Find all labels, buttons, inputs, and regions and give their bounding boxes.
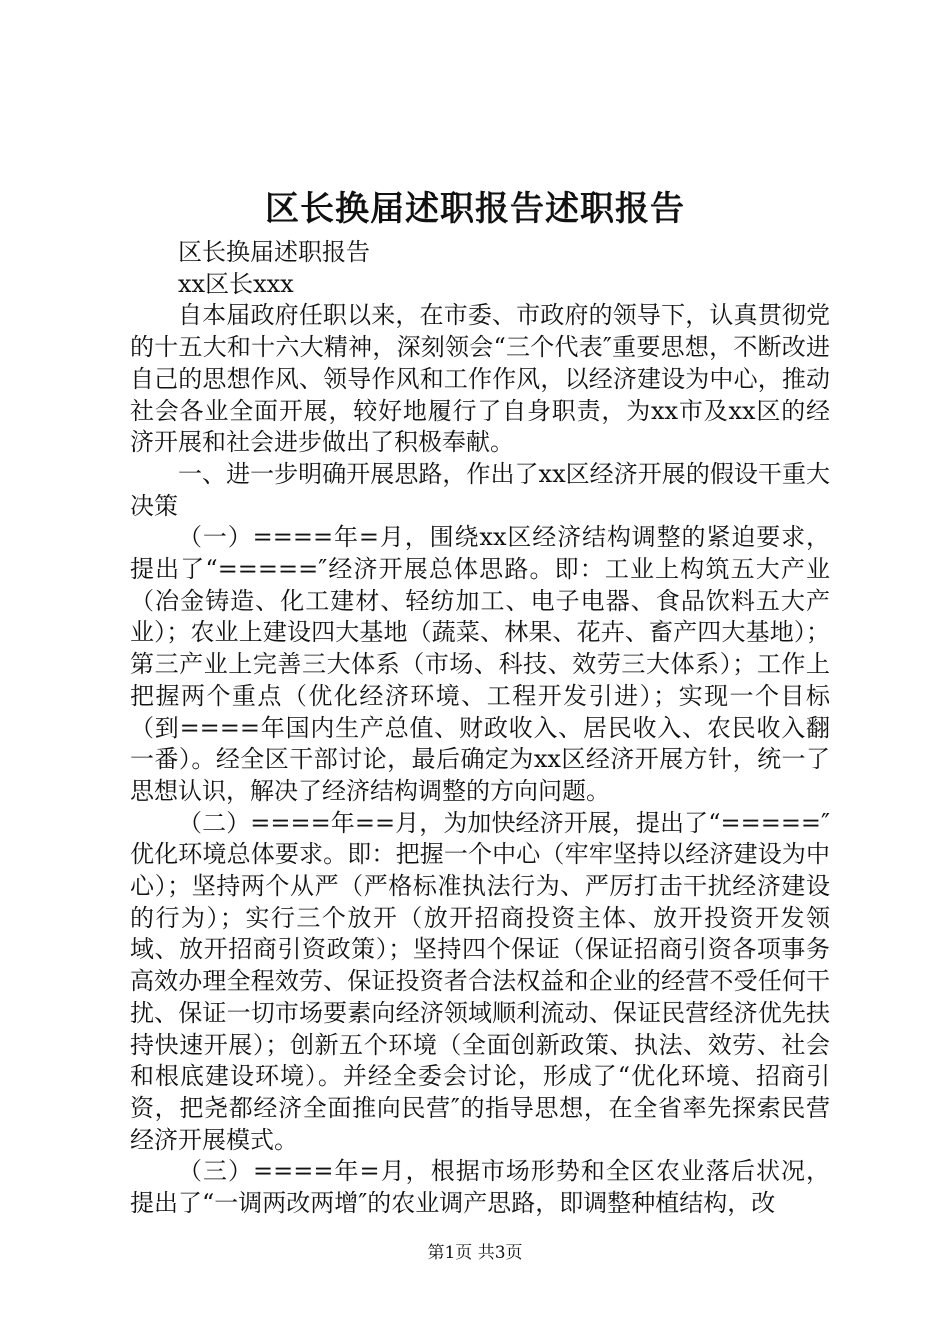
page-footer: 第1页 共3页 (427, 1243, 523, 1263)
document-title: 区长换届述职报告述职报告 (265, 189, 685, 229)
body-paragraph: （一）====年=月，围绕xx区经济结构调整的紧迫要求，提出了“=====″经济开展总体思路。即：工业上构筑五大产业（冶金铸造、化工建材、轻纺加工、电子电器、食品饮料五大产业）；农业上建设四大基地（蔬菜、林果、花卉、畜产四大基地）；第三产业上完善三大体系（市场、科技、效劳三大体系）；工作上把握两个重点（优化经济环境、工程开发引进）；实现一个目标（到====年国内生产总值、财政收入、居民收入、农民收入翻一番）。经全区干部讨论，最后确定为xx区经济开展方针，统一了思想认识，解决了经济结构调整的方向问题。 (130, 523, 830, 805)
body-paragraph: 区长换届述职报告 (178, 238, 370, 266)
document-body (130, 237, 830, 1220)
body-paragraph: xx区长xxx (178, 269, 294, 298)
body-paragraph: 一、进一步明确开展思路，作出了xx区经济开展的假设干重大决策 (130, 459, 830, 520)
body-paragraph: （二）====年==月，为加快经济开展，提出了“=====″优化环境总体要求。即：把握一个中心（牢牢坚持以经济建设为中心）；坚持两个从严（严格标准执法行为、严厉打击干扰经济建设的行为）；实行三个放开（放开招商投资主体、放开投资开发领域、放开招商引资政策）；坚持四个保证（保证招商引资各项事务高效办理全程效劳、保证投资者合法权益和企业的经营不受任何干扰、保证一切市场要素向经济领域顺利流动、保证民营经济优先扶持快速开展）；创新五个环境（全面创新政策、执法、效劳、社会和根底建设环境）。并经全委会讨论，形成了“优化环境、招商引资，把尧都经济全面推向民营″的指导思想，在全省率先探索民营经济开展模式。 (130, 808, 830, 1154)
body-paragraph: （三）====年=月，根据市场形势和全区农业落后状况，提出了“一调两改两增″的农业调产思路，即调整种植结构，改 (130, 1157, 830, 1218)
body-paragraph: 自本届政府任职以来，在市委、市政府的领导下，认真贯彻党的十五大和十六大精神，深刻领会“三个代表″重要思想，不断改进自己的思想作风、领导作风和工作作风，以经济建设为中心，推动社会各业全面开展，较好地履行了自身职责，为xx市及xx区的经济开展和社会进步做出了积极奉献。 (130, 301, 830, 457)
